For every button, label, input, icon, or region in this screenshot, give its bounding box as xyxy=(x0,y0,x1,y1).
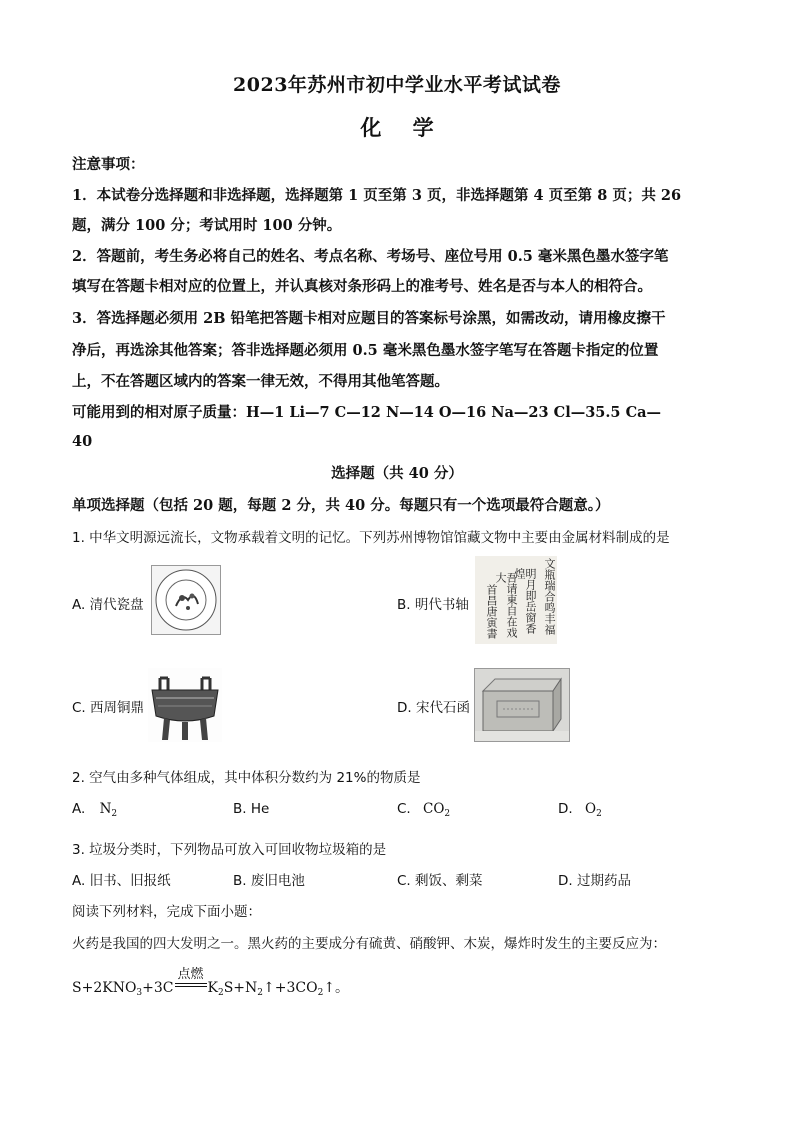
eq-part-6: ↑。 xyxy=(323,980,350,996)
section-title: 选择题（共 40 分） xyxy=(331,465,463,482)
notice-line-1b: 题，满分 100 分；考试用时 100 分钟。 xyxy=(72,217,342,234)
eq-part-4: S+N xyxy=(223,980,258,996)
q2-option-d xyxy=(558,801,602,819)
q2-stem: 2. 空气由多种气体组成，其中体积分数约为 21%的物质是 xyxy=(72,770,421,786)
eq-part-3: K xyxy=(207,980,218,996)
notice-line-3b: 净后，再选涂其他答案；答非选择题必须用 0.5 毫米黑色墨水签字笔写在答题卡指定的位置 xyxy=(72,342,659,359)
eq-sub-4: 2 xyxy=(257,988,264,998)
notice-line-2a: 2．答题前，考生务必将自己的姓名、考点名称、考场号、座位号用 0.5 毫米黑色墨水签字笔 xyxy=(72,248,669,265)
exam-title: 2023年苏州市初中学业水平考试试卷 xyxy=(233,74,561,96)
q2-a-sub: 2 xyxy=(111,809,118,819)
scroll-col-1: 文瓶瑞合鸣丰福 xyxy=(543,558,556,635)
stone-casket-image xyxy=(474,668,570,742)
q3-option-b: B. 废旧电池 xyxy=(233,873,305,889)
notice-line-1a: 1．本试卷分选择题和非选择题，选择题第 1 页至第 3 页，非选择题第 4 页至第 8 页；共 26 xyxy=(72,187,682,204)
bronze-ding-image xyxy=(148,668,222,742)
eq-part-1: S+2KNO xyxy=(72,980,137,996)
notice-line-3a: 3．答选择题必须用 2B 铅笔把答题卡相对应题目的答案标号涂黑，如需改动，请用橡皮擦干 xyxy=(72,310,666,327)
eq-sub-3: 2 xyxy=(217,988,224,998)
scroll-col-2: 明月即岳窗香煌 xyxy=(513,568,537,634)
q2-c-label: C. xyxy=(397,801,411,817)
q3-stem: 3. 垃圾分类时，下列物品可放入可回收物垃圾箱的是 xyxy=(72,842,387,858)
q2-a-formula xyxy=(100,801,118,817)
equals-line-1 xyxy=(175,983,207,984)
q1-option-d: D. 宋代石函 xyxy=(397,700,470,716)
porcelain-plate-image xyxy=(151,565,221,635)
q1-stem: 1. 中华文明源远流长，文物承载着文明的记忆。下列苏州博物馆馆藏文物中主要由金属材料制成的是 xyxy=(72,530,670,546)
q1-option-c: C. 西周铜鼎 xyxy=(72,700,145,716)
eq-sub-5: 2 xyxy=(317,988,324,998)
q2-d-formula xyxy=(585,801,602,817)
notice-line-2b: 填写在答题卡相对应的位置上，并认真核对条形码上的准考号、姓名是否与本人的相符合。 xyxy=(72,278,652,295)
reading-intro: 阅读下列材料，完成下面小题： xyxy=(72,904,261,920)
notice-line-3c: 上，不在答题区域内的答案一律无效，不得用其他笔答题。 xyxy=(72,373,449,390)
q2-a-main: N xyxy=(99,801,112,817)
reaction-condition-arrow xyxy=(174,967,208,995)
reaction-condition: 点燃 xyxy=(177,967,204,982)
subject-title: 化 学 xyxy=(360,115,446,140)
equals-line-2 xyxy=(175,986,207,987)
reaction-equation xyxy=(72,967,350,998)
calligraphy-scroll-image xyxy=(475,556,557,644)
q2-option-b: B. He xyxy=(233,801,270,817)
q2-c-formula xyxy=(423,801,450,817)
eq-part-5: ↑+3CO xyxy=(263,980,318,996)
q2-d-label: D. xyxy=(558,801,573,817)
reading-text: 火药是我国的四大发明之一。黑火药的主要成分有硫黄、硝酸钾、木炭，爆炸时发生的主要反应为： xyxy=(72,936,666,952)
q1-option-a: A. 清代瓷盘 xyxy=(72,597,144,613)
scroll-col-4: 首昌唐寅書 xyxy=(485,584,498,639)
eq-part-2: +3C xyxy=(142,980,174,996)
eq-sub-1: 3 xyxy=(136,988,143,998)
q3-option-c: C. 剩饭、剩菜 xyxy=(397,873,483,889)
q3-option-a: A. 旧书、旧报纸 xyxy=(72,873,171,889)
q3-option-d: D. 过期药品 xyxy=(558,873,631,889)
notice-heading: 注意事项： xyxy=(72,156,145,173)
q2-c-sub: 2 xyxy=(444,809,451,819)
q2-a-label: A. xyxy=(72,801,86,817)
atomic-masses-cont: 40 xyxy=(72,433,93,450)
q2-c-main: CO xyxy=(423,801,445,817)
atomic-masses: 可能用到的相对原子质量：H—1 Li—7 C—12 N—14 O—16 Na—23 Cl—35.5 Ca— xyxy=(72,404,662,421)
scroll-col-3: 吾请東自在戏大 xyxy=(494,572,518,638)
q2-option-c xyxy=(397,801,450,819)
q2-d-sub: 2 xyxy=(596,809,602,819)
section-instructions: 单项选择题（包括 20 题，每题 2 分，共 40 分。每题只有一个选项最符合题意。） xyxy=(72,497,610,514)
q1-option-b: B. 明代书轴 xyxy=(397,597,469,613)
q2-option-a xyxy=(72,801,117,819)
q2-d-main: O xyxy=(584,801,597,817)
